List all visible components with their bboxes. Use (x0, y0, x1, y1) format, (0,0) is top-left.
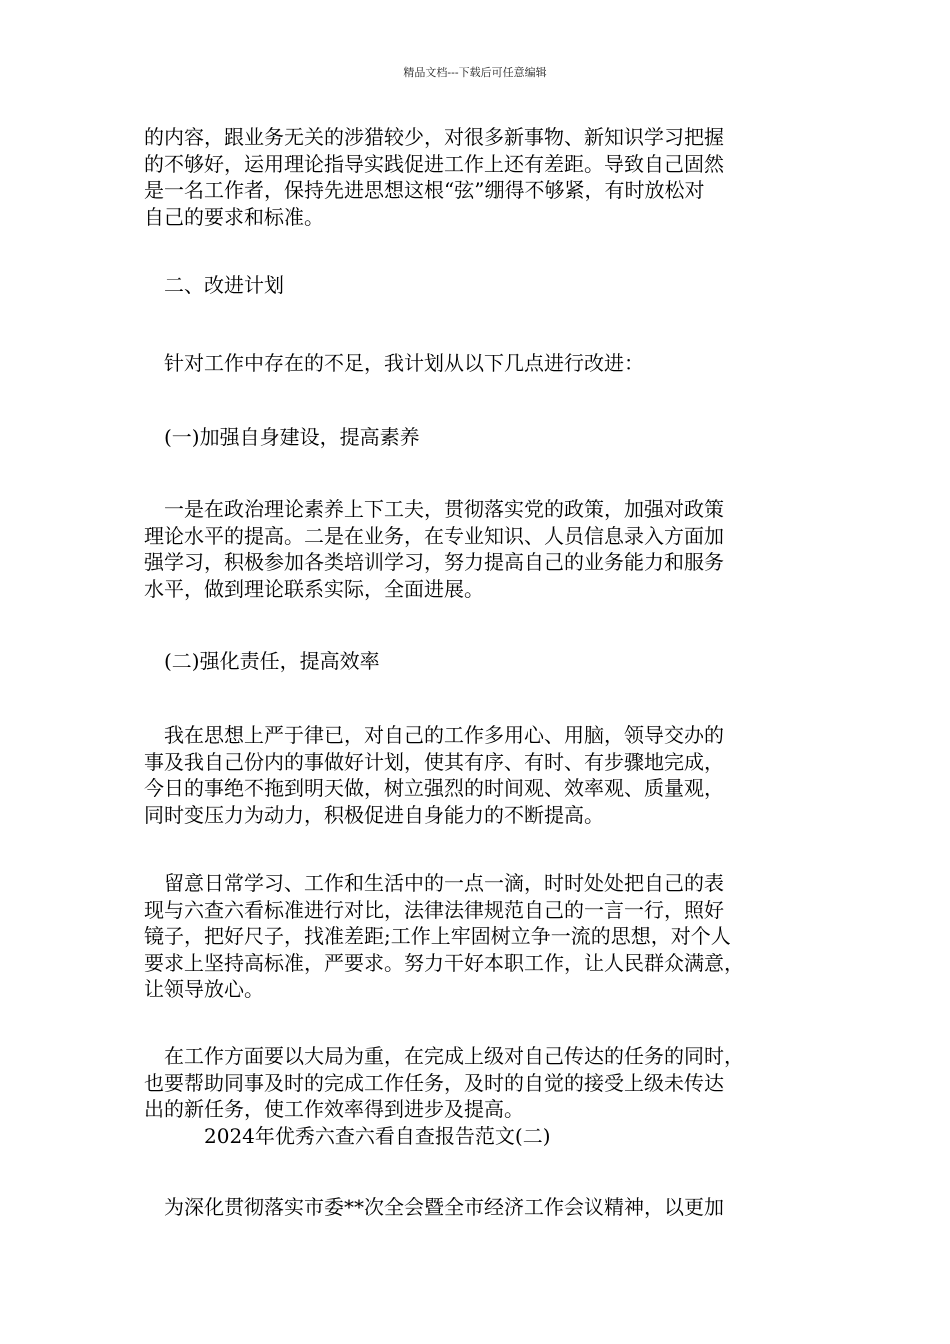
text-line: 留意日常学习、工作和生活中的一点一滴，时时处处把自己的表 (144, 871, 724, 895)
text-line: 的内容，跟业务无关的涉猎较少，对很多新事物、新知识学习把握 (144, 125, 724, 149)
text-line: 事及我自己份内的事做好计划，使其有序、有时、有步骤地完成， (144, 749, 724, 774)
text-line: 也要帮助同事及时的完成工作任务，及时的自觉的接受上级未传达 (144, 1070, 724, 1095)
text-line: 在工作方面要以大局为重，在完成上级对自己传达的任务的同时， (144, 1044, 744, 1068)
text-line: 的不够好，运用理论指导实践促进工作上还有差距。导致自己固然 (144, 151, 724, 176)
heading-text: (一)加强自身建设，提高素养 (144, 425, 420, 449)
paragraph-deficiency-continued (144, 124, 814, 230)
paragraph-plan-intro (144, 350, 814, 377)
paragraph-daily-study (144, 870, 814, 1003)
text-line: 水平，做到理论联系实际，全面进展。 (144, 576, 484, 601)
text-line: 镜子，把好尺子，找准差距;工作上牢固树立争一流的思想，对个人 (144, 924, 731, 948)
text-line: 今日的事绝不拖到明天做，树立强烈的时间观、效率观、质量观， (144, 776, 724, 800)
subheading-responsibility (144, 648, 814, 675)
text-line: 为深化贯彻落实市委**次全会暨全市经济工作会议精神，以更加 (144, 1195, 724, 1219)
paragraph-self-building (144, 496, 814, 602)
text-line: 现与六查六看标准进行对比，法律法律规范自己的一言一行，照好 (144, 897, 724, 922)
document-title-part-two: 2024年优秀六查六看自查报告范文(二) (144, 1123, 551, 1148)
subheading-self-building (144, 424, 814, 451)
paragraph-overall-situation (144, 1043, 814, 1149)
heading-text: (二)强化责任，提高效率 (144, 649, 380, 673)
text-line: 要求上坚持高标准，严要求。努力干好本职工作，让人民群众满意， (144, 950, 744, 975)
text-line: 同时变压力为动力，积极促进自身能力的不断提高。 (144, 802, 604, 827)
page-header: 精品文档---下载后可任意编辑 (403, 66, 547, 79)
section-heading-improvement-plan (144, 272, 814, 299)
text-line: 一是在政治理论素养上下工夫，贯彻落实党的政策，加强对政策 (144, 497, 724, 521)
text-line: 强学习，积极参加各类培训学习，努力提高自己的业务能力和服务 (144, 550, 724, 574)
paragraph-part-two-intro (144, 1194, 814, 1221)
heading-text: 二、改进计划 (144, 273, 284, 297)
text-line: 针对工作中存在的不足，我计划从以下几点进行改进： (144, 351, 644, 375)
text-line: 出的新任务，使工作效率得到进步及提高。 (144, 1097, 524, 1121)
paragraph-responsibility (144, 722, 814, 828)
text-line: 理论水平的提高。二是在业务，在专业知识、人员信息录入方面加 (144, 523, 724, 548)
text-line: 我在思想上严于律已，对自己的工作多用心、用脑，领导交办的 (144, 723, 724, 747)
text-line: 自己的要求和标准。 (144, 204, 324, 229)
text-line: 是一名工作者，保持先进思想这根“弦”绷得不够紧，有时放松对 (144, 178, 705, 202)
text-line: 让领导放心。 (144, 977, 264, 1001)
